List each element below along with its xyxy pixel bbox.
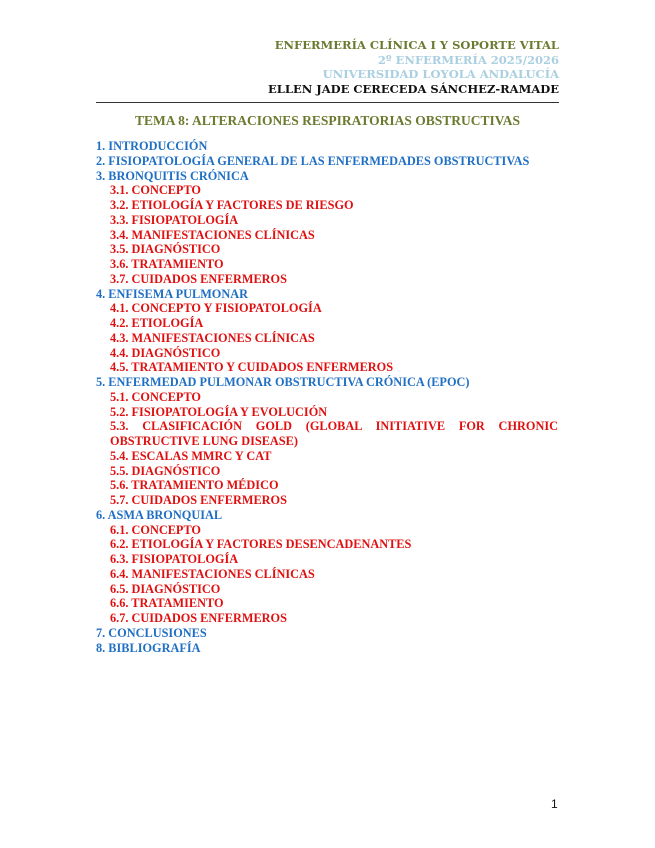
toc-section[interactable]: 3. BRONQUITIS CRÓNICA [96, 168, 249, 183]
toc-section[interactable]: 2. FISIOPATOLOGÍA GENERAL DE LAS ENFERMEDADES OBSTRUCTIVAS [96, 153, 530, 168]
toc-section[interactable]: 1. INTRODUCCIÓN [96, 139, 208, 153]
toc-subsection[interactable]: 5.1. CONCEPTO [110, 389, 201, 404]
toc-subsection[interactable]: 4.1. CONCEPTO Y FISIOPATOLOGÍA [110, 301, 322, 316]
course-name: ENFERMERÍA CLÍNICA I Y SOPORTE VITAL [274, 38, 559, 52]
toc-subsection[interactable]: 4.5. TRATAMIENTO Y CUIDADOS ENFERMEROS [110, 360, 394, 375]
toc-subsection[interactable]: 6.6. TRATAMIENTO [110, 596, 224, 611]
toc-subsection[interactable]: 5.7. CUIDADOS ENFERMEROS [110, 493, 287, 507]
toc-subsection[interactable]: 3.1. CONCEPTO [110, 183, 201, 198]
toc-section[interactable]: 4. ENFISEMA PULMONAR [96, 286, 249, 301]
toc-subsection[interactable]: 6.2. ETIOLOGÍA Y FACTORES DESENCADENANTES [110, 537, 412, 552]
toc-subsection[interactable]: 3.2. ETIOLOGÍA Y FACTORES DE RIESGO [110, 198, 354, 212]
toc-subsection[interactable]: 5.2. FISIOPATOLOGÍA Y EVOLUCIÓN [110, 404, 328, 419]
toc-subsection[interactable]: 5.6. TRATAMIENTO MÉDICO [110, 478, 279, 493]
author-name: ELLEN JADE CERECEDA SÁNCHEZ-RAMADE [268, 81, 559, 96]
course-year: 2º ENFERMERÍA 2025/2026 [377, 52, 559, 67]
toc-subsection[interactable]: 6.1. CONCEPTO [110, 522, 201, 537]
toc-subsection[interactable]: 4.2. ETIOLOGÍA [110, 316, 204, 330]
university-name: UNIVERSIDAD LOYOLA ANDALUCÍA [322, 67, 559, 81]
toc-subsection[interactable]: 5.4. ESCALAS MMRC Y CAT [110, 448, 272, 463]
toc-subsection[interactable]: 3.3. FISIOPATOLOGÍA [110, 212, 239, 227]
toc-subsection[interactable]: 4.3. MANIFESTACIONES CLÍNICAS [110, 330, 315, 345]
toc-section[interactable]: 6. ASMA BRONQUIAL [96, 507, 223, 522]
toc-section[interactable]: 7. CONCLUSIONES [96, 625, 207, 640]
toc-subsection[interactable]: 5.5. DIAGNÓSTICO [110, 463, 221, 478]
document-header [268, 38, 559, 96]
toc-subsection[interactable]: 4.4. DIAGNÓSTICO [110, 345, 221, 360]
toc-subsection[interactable]: 6.7. CUIDADOS ENFERMEROS [110, 611, 287, 625]
toc-subsection[interactable]: 3.6. TRATAMIENTO [110, 257, 224, 271]
toc-subsection[interactable]: 5.3. CLASIFICACIÓN GOLD (GLOBAL INITIATIVE FOR CHRONIC OBSTRUCTIVE LUNG DISEASE) [110, 419, 558, 448]
toc-subsection[interactable]: 3.7. CUIDADOS ENFERMEROS [110, 271, 287, 286]
table-of-contents [96, 139, 558, 655]
toc-section[interactable]: 5. ENFERMEDAD PULMONAR OBSTRUCTIVA CRÓNICA (EPOC) [96, 375, 470, 389]
toc-subsection[interactable]: 3.4. MANIFESTACIONES CLÍNICAS [110, 227, 315, 242]
toc-subsection[interactable]: 3.5. DIAGNÓSTICO [110, 242, 221, 257]
page-title: TEMA 8: ALTERACIONES RESPIRATORIAS OBSTRUCTIVAS [134, 113, 521, 128]
toc-subsection[interactable]: 6.3. FISIOPATOLOGÍA [110, 552, 239, 566]
toc-section[interactable]: 8. BIBLIOGRAFÍA [96, 640, 201, 655]
header-divider [96, 102, 559, 103]
page-number: 1 [551, 797, 558, 811]
toc-subsection[interactable]: 6.5. DIAGNÓSTICO [110, 581, 221, 596]
toc-subsection[interactable]: 6.4. MANIFESTACIONES CLÍNICAS [110, 566, 315, 581]
